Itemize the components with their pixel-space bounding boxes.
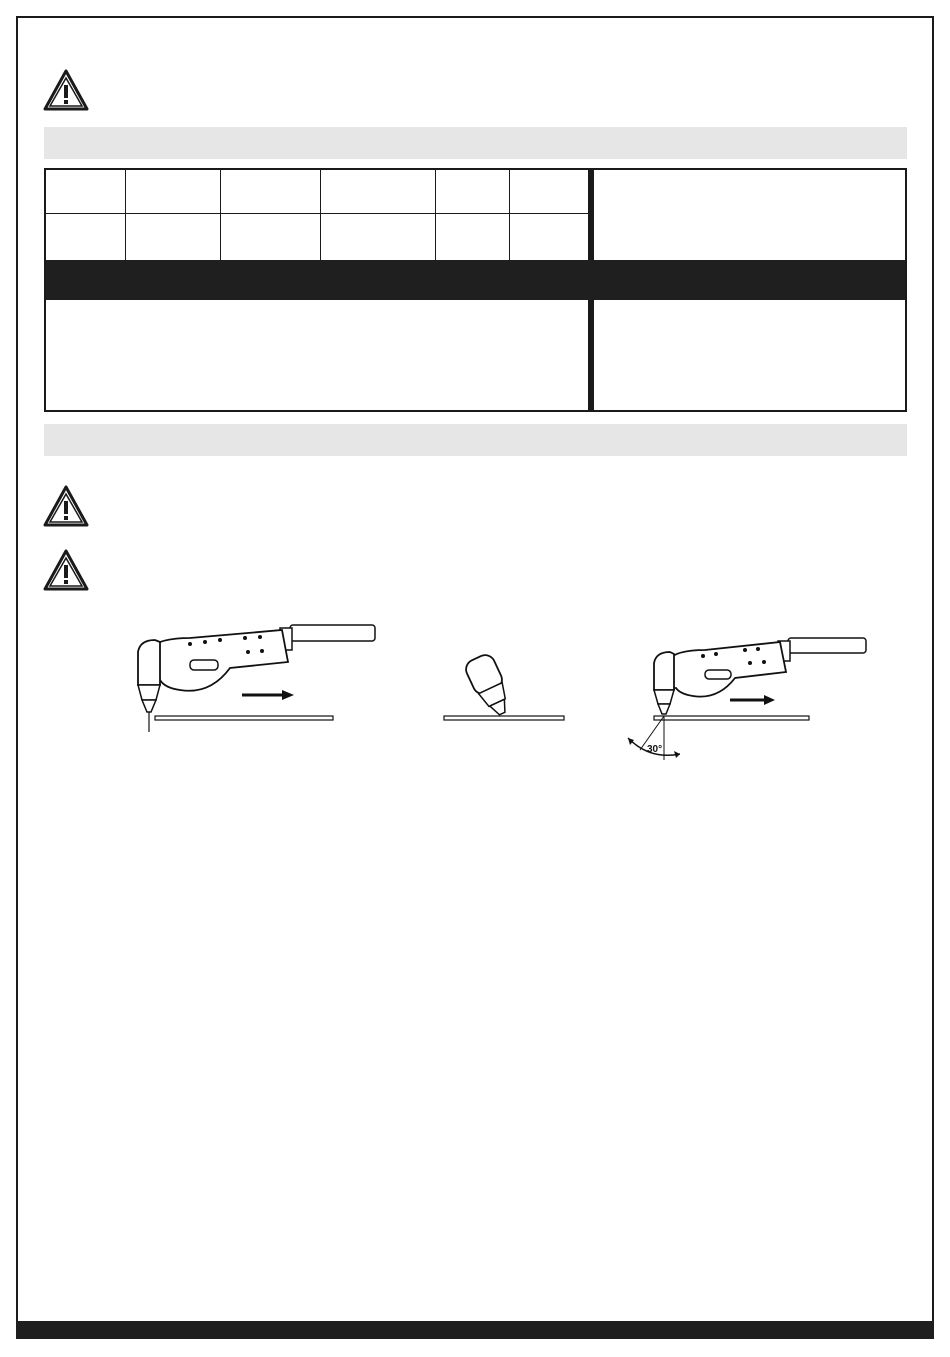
table-divider [435,170,436,260]
angle-label: 30° [647,744,663,755]
section-band-1 [44,127,907,159]
table-divider [220,170,221,260]
cutting-figures [0,600,950,780]
table-divider [46,213,588,214]
torch-nozzle-icon [463,652,516,720]
warning-triangle-icon [42,548,90,592]
workpiece-plate [654,716,809,720]
footer-bar [16,1321,934,1339]
table-divider [320,170,321,260]
workpiece-plate [444,716,564,720]
spec-table [44,168,907,412]
warning-triangle-icon [42,484,90,528]
section-band-2-label [44,432,54,447]
table-divider [509,170,510,260]
workpiece-plate [155,716,333,720]
table-dark-row [46,260,905,300]
arrow-right-icon [730,695,775,705]
section-band-1-label [44,135,54,150]
table-divider [125,170,126,260]
arrow-right-icon [242,690,294,700]
warning-triangle-icon [42,68,90,112]
section-band-2 [44,424,907,456]
plasma-torch-angled-icon [654,638,866,714]
